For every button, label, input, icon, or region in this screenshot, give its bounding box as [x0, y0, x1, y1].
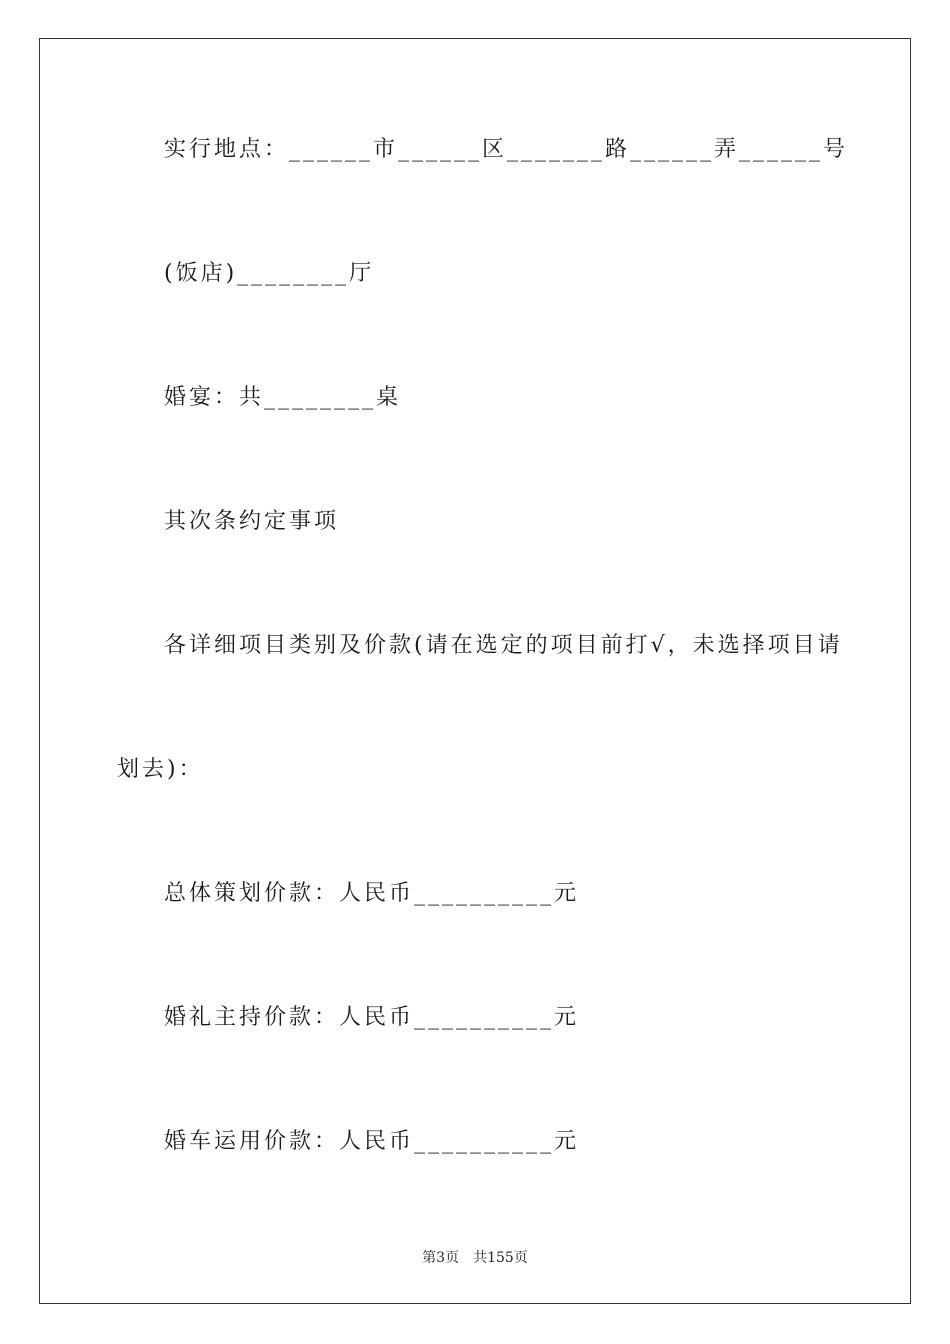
host-price-line: 婚礼主持价款：人民币__________元	[164, 1005, 580, 1030]
planning-price-line: 总体策划价款：人民币__________元	[164, 881, 580, 906]
total-pages: 共155页	[473, 1250, 528, 1266]
wedding-car-price-line: 婚车运用价款：人民币__________元	[164, 1129, 580, 1154]
page-footer	[0, 1249, 950, 1267]
item-pricing-intro-continued: 划去)：	[117, 757, 204, 782]
page-border	[39, 38, 911, 1304]
venue-hall-line: (饭店)________厅	[164, 261, 375, 286]
item-pricing-intro: 各详细项目类别及价款(请在选定的项目前打√，未选择项目请	[164, 633, 843, 658]
banquet-tables-line: 婚宴：共________桌	[164, 385, 402, 410]
page-number: 第3页	[422, 1250, 460, 1266]
section-heading-agreed-items: 其次条约定事项	[164, 509, 340, 534]
venue-address-line: 实行地点：______市______区_______路______弄______号	[164, 137, 849, 162]
